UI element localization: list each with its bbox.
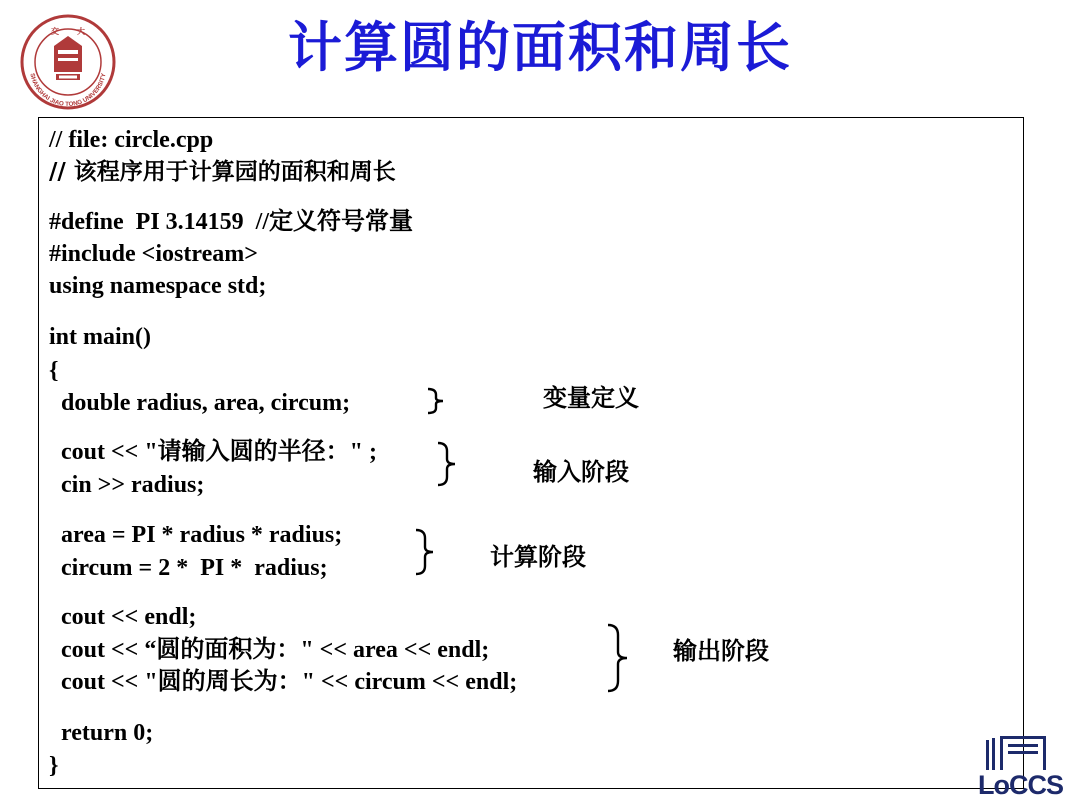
- svg-text:大: 大: [77, 27, 85, 36]
- loccs-logo-text: LoCCS: [978, 770, 1063, 800]
- code-line-cin: cin >> radius;: [49, 472, 205, 498]
- brace-calculation-stage: [412, 527, 440, 577]
- loccs-lab-logo: [978, 734, 1063, 802]
- code-line-include: #include <iostream>: [49, 241, 258, 267]
- code-line-cout-area: cout << “圆的面积为：" << area << endl;: [49, 637, 490, 663]
- svg-text:交: 交: [51, 27, 59, 36]
- svg-text:SHANGHAI JIAO TONG UNIVERSITY: SHANGHAI JIAO TONG UNIVERSITY: [28, 72, 108, 109]
- brace-input-stage: [434, 440, 462, 488]
- code-line-close-brace: }: [49, 753, 59, 779]
- code-line-open-brace: {: [49, 358, 59, 384]
- code-line-circum: circum = 2 * PI * radius;: [49, 555, 328, 581]
- code-line-declare: double radius, area, circum;: [49, 390, 351, 416]
- brace-variable-definition: [424, 386, 450, 416]
- annotation-output-stage: 输出阶段: [673, 637, 769, 665]
- code-line-using: using namespace std;: [49, 273, 267, 299]
- code-line-purpose-comment: // 该程序用于计算园的面积和周长: [49, 159, 396, 185]
- code-line-define: #define PI 3.14159 //定义符号常量: [49, 209, 413, 235]
- code-line-cout-prompt: cout << "请输入圆的半径：" ;: [49, 439, 377, 465]
- code-line-file-comment: // file: circle.cpp: [49, 127, 214, 153]
- code-line-main: int main(): [49, 324, 151, 350]
- code-line-cout-circum: cout << "圆的周长为：" << circum << endl;: [49, 669, 518, 695]
- loccs-building-icon: [978, 734, 1054, 774]
- code-line-cout-endl: cout << endl;: [49, 604, 197, 630]
- annotation-calculation-stage: 计算阶段: [490, 543, 586, 571]
- annotation-variable-definition: 变量定义: [543, 384, 639, 412]
- annotation-input-stage: 输入阶段: [533, 458, 629, 486]
- code-line-return: return 0;: [49, 720, 154, 746]
- slide-title: 计算圆的面积和周长: [288, 16, 792, 79]
- code-line-area: area = PI * radius * radius;: [49, 522, 343, 548]
- university-seal-logo: [18, 12, 118, 112]
- brace-output-stage: [604, 622, 634, 694]
